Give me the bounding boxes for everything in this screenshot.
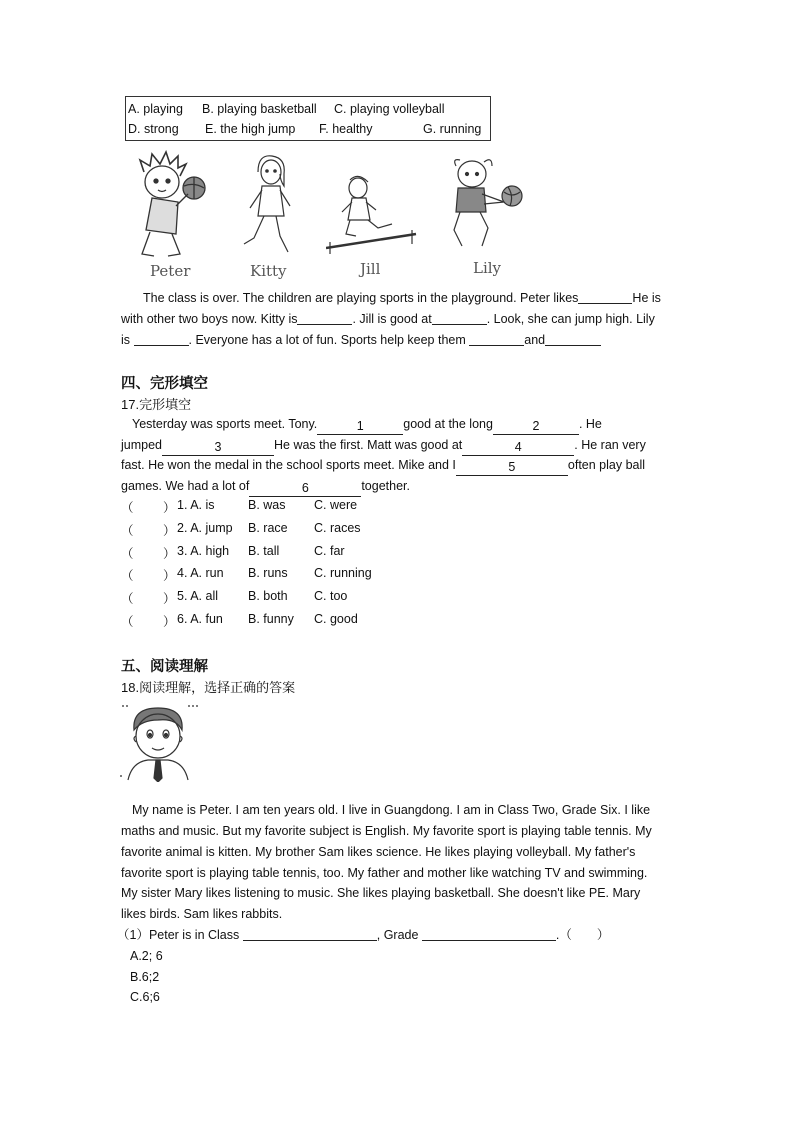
passage-text: . Jill is good at <box>352 312 432 326</box>
option-b: B. tall <box>248 544 280 558</box>
passage-text: often play ball <box>567 458 646 472</box>
cloze-blank[interactable]: 2 <box>493 418 579 435</box>
cloze-option-row <box>121 544 421 564</box>
passage-text: together. <box>361 479 410 493</box>
passage1-line3 <box>121 330 601 351</box>
answer-blank[interactable] <box>578 289 632 304</box>
cloze-line4 <box>121 476 410 497</box>
girl-high-jump-illustration <box>326 172 418 254</box>
passage-text: . Everyone has a lot of fun. Sports help keep them <box>188 333 466 347</box>
reading-line: favorite animal is kitten. My brother Sam likes science. He likes playing volleyball. My father's <box>121 845 636 859</box>
answer-paren-close: ） <box>163 615 176 629</box>
word-bank-box <box>125 96 491 141</box>
passage-text: games. We had a lot of <box>121 479 250 493</box>
cloze-blank[interactable]: 1 <box>317 418 403 435</box>
passage-text: Yesterday was sports meet. Tony. <box>132 417 318 431</box>
choice-a[interactable]: A.2; 6 <box>130 949 163 963</box>
cloze-option-row <box>121 521 421 541</box>
cloze-option-row <box>121 612 421 632</box>
cloze-blank[interactable]: 6 <box>249 480 361 497</box>
word-bank-option: A. playing <box>128 102 183 116</box>
reading-line: likes birds. Sam likes rabbits. <box>121 907 283 921</box>
figure-label-jill: Jill <box>360 260 381 278</box>
cloze-line1 <box>132 414 602 435</box>
cloze-blank[interactable]: 3 <box>162 439 274 456</box>
option-c: C. were <box>314 498 358 512</box>
option-a: 1. A. is <box>177 498 215 512</box>
answer-paren-open[interactable]: （ <box>121 569 134 583</box>
option-b: B. race <box>248 521 288 535</box>
reading-line: favorite sport is playing table tennis, too. My father and mother like watching TV and swimming. <box>121 866 648 880</box>
passage-text: He was the first. Matt was good at <box>274 438 463 452</box>
section4-heading: 四、完形填空 <box>121 376 208 392</box>
girl-running-illustration <box>240 152 300 260</box>
section4-question-label: 17.完形填空 <box>121 397 192 412</box>
option-c: C. races <box>314 521 361 535</box>
passage-text: is <box>121 333 131 347</box>
option-a: 3. A. high <box>177 544 230 558</box>
option-b: B. funny <box>248 612 294 626</box>
answer-paren-open[interactable]: （ <box>121 501 134 515</box>
passage-text: . He <box>578 417 602 431</box>
passage-text: The class is over. The children are playing sports in the playground. Peter likes <box>143 291 579 305</box>
answer-paren-open[interactable]: （ <box>121 592 134 606</box>
cloze-option-row <box>121 589 421 609</box>
reading-line: My name is Peter. I am ten years old. I live in Guangdong. I am in Class Two, Grade Six. I like <box>132 803 651 817</box>
choice-c[interactable]: C.6;6 <box>130 990 160 1004</box>
passage-text: He is <box>632 291 661 305</box>
word-bank-option: F. healthy <box>319 122 373 136</box>
option-a: 2. A. jump <box>177 521 233 535</box>
passage-text: . He ran very <box>574 438 646 452</box>
word-bank-option: B. playing basketball <box>202 102 317 116</box>
figure-label-lily: Lily <box>473 259 502 277</box>
girl-volleyball-illustration <box>448 156 530 252</box>
option-c: C. running <box>314 566 372 580</box>
option-c: C. too <box>314 589 348 603</box>
figure-label-peter: Peter <box>150 262 191 280</box>
answer-blank[interactable] <box>545 331 601 346</box>
answer-blank[interactable] <box>432 310 487 325</box>
cloze-option-row <box>121 498 421 518</box>
cloze-blank[interactable]: 5 <box>456 459 568 476</box>
answer-blank[interactable] <box>243 926 377 941</box>
answer-paren-close: ） <box>163 524 176 538</box>
option-b: B. runs <box>248 566 288 580</box>
answer-paren-close: ） <box>163 569 176 583</box>
passage1-line2 <box>121 309 655 330</box>
answer-blank[interactable] <box>134 331 189 346</box>
reading-question-1 <box>117 925 609 946</box>
cloze-option-row <box>121 566 421 586</box>
passage-text: and <box>524 333 546 347</box>
answer-paren-open[interactable]: （ <box>121 615 134 629</box>
word-bank-option: D. strong <box>128 122 179 136</box>
answer-blank[interactable] <box>469 331 524 346</box>
passage-text: . Look, she can jump high. Lily <box>486 312 655 326</box>
cloze-line3 <box>121 455 645 476</box>
answer-paren-close: ） <box>163 501 176 515</box>
answer-blank[interactable] <box>422 926 556 941</box>
cloze-line2 <box>121 435 646 456</box>
answer-paren-close: ） <box>163 547 176 561</box>
section5-question-label: 18.阅读理解，选择正确的答案 <box>121 680 296 695</box>
question-text: , Grade <box>376 928 419 942</box>
question-text: （1）Peter is in Class <box>117 928 240 942</box>
choice-b[interactable]: B.6;2 <box>130 970 160 984</box>
answer-blank[interactable] <box>297 310 352 325</box>
passage-text: with other two boys now. Kitty is <box>121 312 298 326</box>
option-b: B. was <box>248 498 286 512</box>
option-a: 6. A. fun <box>177 612 223 626</box>
option-c: C. far <box>314 544 345 558</box>
option-b: B. both <box>248 589 288 603</box>
word-bank-option: G. running <box>423 122 482 136</box>
word-bank-option: E. the high jump <box>205 122 296 136</box>
passage-text: good at the long <box>403 417 493 431</box>
reading-line: My sister Mary likes listening to music. She likes playing basketball. She doesn't like PE. Mary <box>121 886 641 900</box>
passage-text: jumped <box>121 438 162 452</box>
answer-paren-open[interactable]: （ <box>121 524 134 538</box>
boy-basketball-illustration <box>132 150 212 262</box>
option-a: 4. A. run <box>177 566 224 580</box>
option-a: 5. A. all <box>177 589 218 603</box>
section5-heading: 五、阅读理解 <box>121 659 208 675</box>
figure-label-kitty: Kitty <box>250 262 287 280</box>
boy-portrait-illustration <box>118 702 202 782</box>
answer-paren[interactable]: .（ ） <box>555 928 610 942</box>
passage-text: fast. He won the medal in the school sports meet. Mike and I <box>121 458 456 472</box>
reading-line: maths and music. But my favorite subject is English. My favorite sport is playing table tennis. My <box>121 824 652 838</box>
passage1-line1 <box>143 288 661 309</box>
answer-paren-close: ） <box>163 592 176 606</box>
cloze-blank[interactable]: 4 <box>462 439 574 456</box>
answer-paren-open[interactable]: （ <box>121 547 134 561</box>
option-c: C. good <box>314 612 358 626</box>
word-bank-option: C. playing volleyball <box>334 102 445 116</box>
